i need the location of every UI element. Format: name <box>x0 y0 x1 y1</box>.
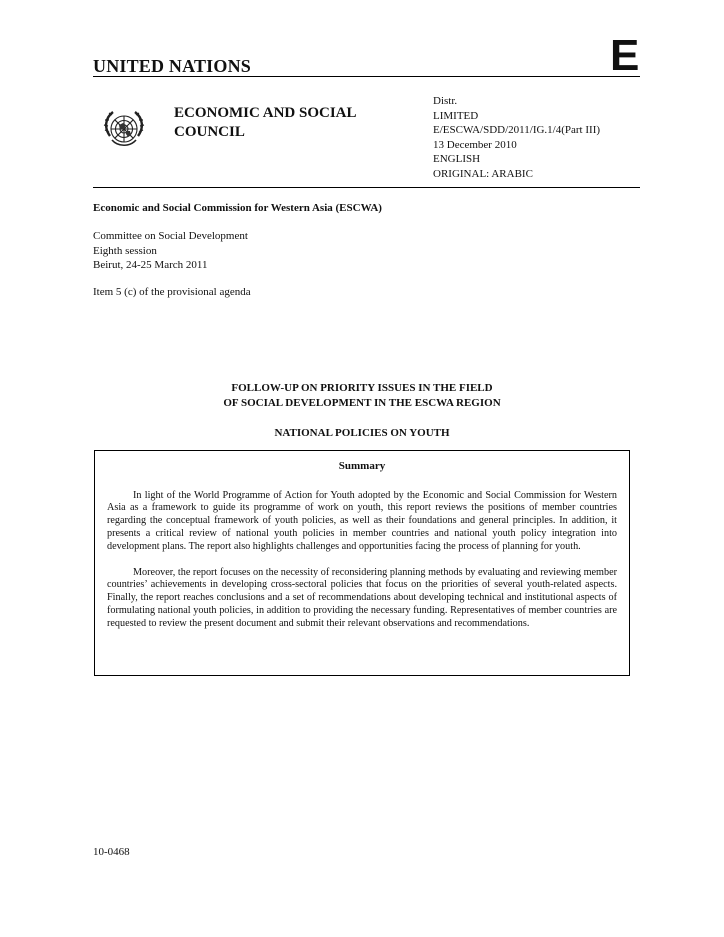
language-mark: E <box>610 31 640 80</box>
document-symbol: E/ESCWA/SDD/2011/IG.1/4(Part III) <box>433 124 601 137</box>
document-title <box>93 381 631 410</box>
summary-box <box>94 450 630 676</box>
council-name <box>174 104 357 142</box>
document-subtitle: NATIONAL POLICIES ON YOUTH <box>274 427 450 439</box>
agenda-item: Item 5 (c) of the provisional agenda <box>93 286 251 298</box>
venue-date: Beirut, 24-25 March 2011 <box>93 259 208 272</box>
header-rule <box>93 76 640 77</box>
session-name: Eighth session <box>93 244 157 257</box>
document-language: ENGLISH <box>433 153 481 166</box>
original-language: ORIGINAL: ARABIC <box>433 167 533 180</box>
summary-paragraph: Moreover, the report focuses on the necessity of reconsidering planning methods by evaluating and reviewing member countries’ achievements in developing cross-sectoral policies that focus on the priorities of several youth-related aspects. Finally, the report reaches conclusions and a set of recommendations about developing technical and institutional aspects of formulating national youth policies, in addition to providing the necessary funding. Representatives of member countries are requested to review the present document and submit their relevant observations and recommendations. <box>107 566 617 629</box>
commission-name: Economic and Social Commission for Western Asia (ESCWA) <box>93 202 382 214</box>
distribution-block <box>433 94 600 182</box>
summary-paragraph: In light of the World Programme of Action for Youth adopted by the Economic and Social Commission for Western Asia as a framework to guide its programme of work on youth, this report reviews the positions of member countries regarding the conceptual framework of youth policies, as well as their foundations and general principles. In addition, it presents a critical review of national youth policies in member countries and national youth policy integration into development plans. The report also highlights challenges and opportunities facing the process of planning for youth. <box>107 489 617 552</box>
distr-level: LIMITED <box>433 109 479 122</box>
document-date: 13 December 2010 <box>433 138 517 151</box>
council-line: COUNCIL <box>174 124 245 140</box>
organization-title: UNITED NATIONS <box>93 56 251 76</box>
un-emblem-icon <box>100 106 148 154</box>
meeting-info <box>93 229 248 273</box>
summary-heading: Summary <box>338 460 386 472</box>
title-line: FOLLOW-UP ON PRIORITY ISSUES IN THE FIELD <box>231 382 493 394</box>
title-line: OF SOCIAL DEVELOPMENT IN THE ESCWA REGION <box>223 396 501 409</box>
distr-label: Distr. <box>433 95 458 107</box>
document-number: 10-0468 <box>93 846 130 858</box>
council-line: ECONOMIC AND SOCIAL <box>174 105 357 121</box>
header-divider <box>93 187 640 188</box>
committee-name: Committee on Social Development <box>93 230 248 242</box>
